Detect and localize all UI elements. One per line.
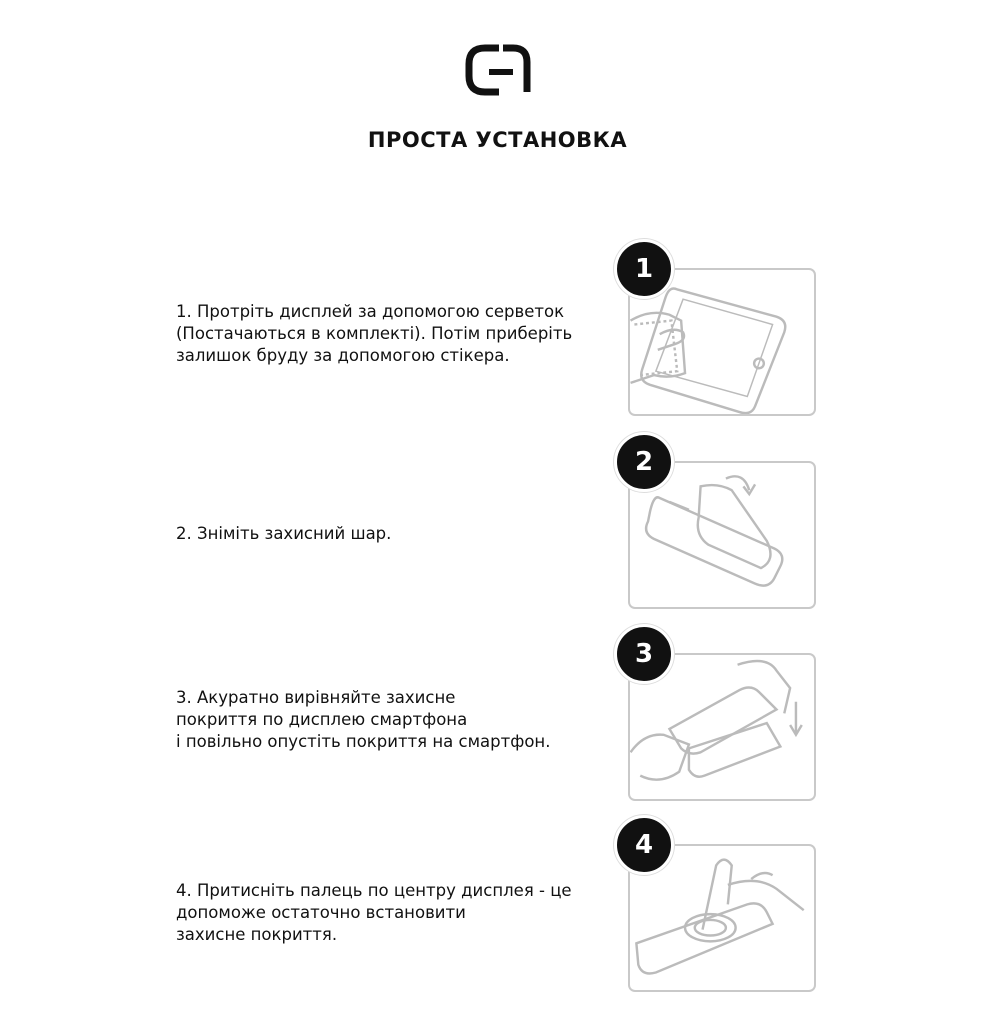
step-1-badge: 1 <box>614 239 674 299</box>
step-4-text: 4. Притисніть палець по центру дисплея - це допоможе остаточно встановити захисне покриття. <box>176 881 572 944</box>
brand-logo-icon <box>463 42 533 98</box>
step-1-text: 1. Протріть дисплей за допомогою серветок (Постачаються в комплекті). Потім приберіть залишок бруду за допомогою стікера. <box>176 302 573 365</box>
step-3-text: 3. Акуратно вирівняйте захисне покриття по дисплею смартфона і повільно опустіть покриття на смартфон. <box>176 688 551 751</box>
step-3-badge: 3 <box>614 624 674 684</box>
step-2-text: 2. Зніміть захисний шар. <box>176 524 392 543</box>
page-title: ПРОСТА УСТАНОВКА <box>367 128 628 152</box>
step-2-badge: 2 <box>614 432 674 492</box>
step-4-badge: 4 <box>614 815 674 875</box>
